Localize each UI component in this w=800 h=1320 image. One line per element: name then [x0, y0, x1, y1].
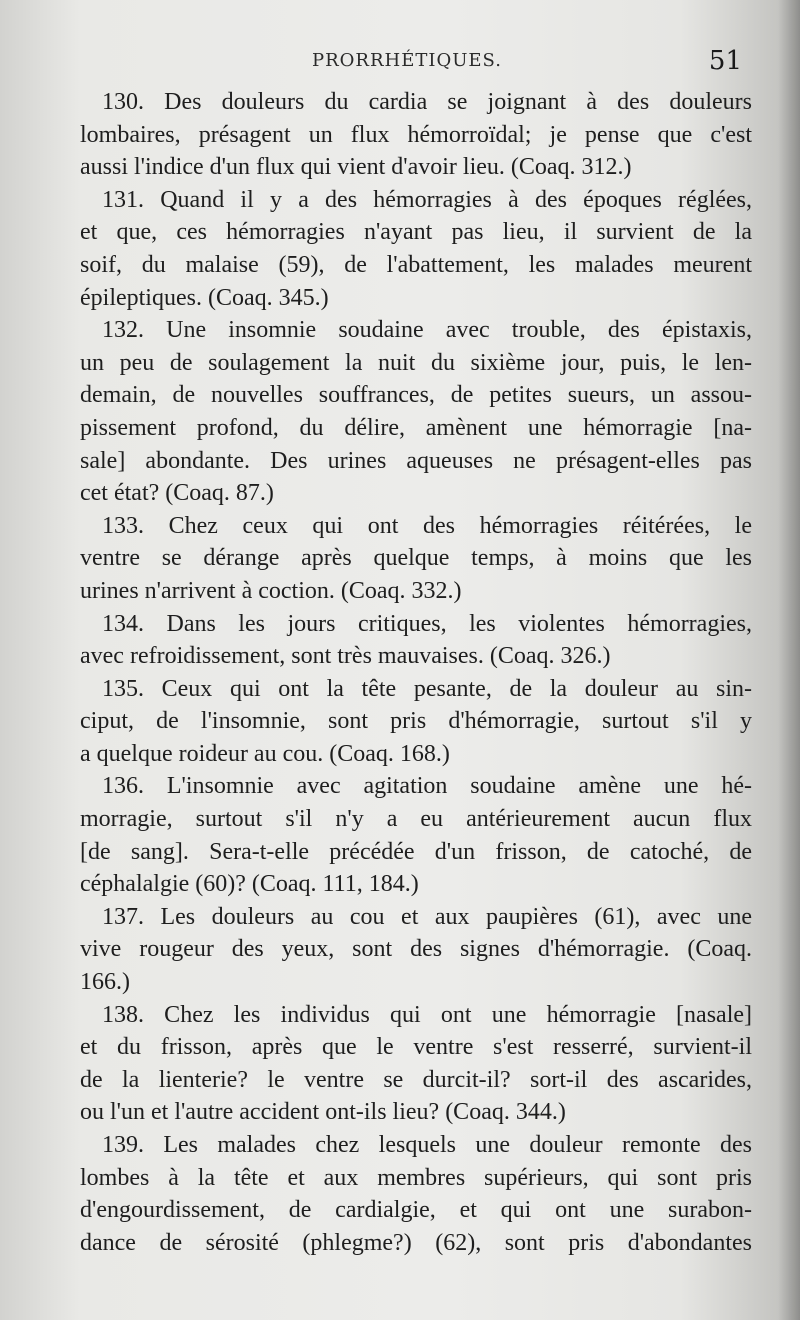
text-line: et du frisson, après que le ventre s'est resserré, survient-il	[80, 1034, 752, 1061]
text-line: 166.)	[80, 969, 130, 996]
text-line: épileptiques. (Coaq. 345.)	[80, 284, 329, 311]
text-line: a quelque roideur au cou. (Coaq. 168.)	[80, 740, 450, 767]
text-line: 131. Quand il y a des hémorragies à des époques réglées,	[102, 186, 752, 213]
text-line: céphalalgie (60)? (Coaq. 111, 184.)	[80, 871, 419, 898]
text-line: ventre se dérange après quelque temps, à moins que les	[80, 545, 752, 572]
text-line: ciput, de l'insomnie, sont pris d'hémorragie, surtout s'il y	[80, 708, 752, 735]
text-line: ou l'un et l'autre accident ont-ils lieu? (Coaq. 344.)	[80, 1099, 566, 1126]
text-line: [de sang]. Sera-t-elle précédée d'un frisson, de catoché, de	[80, 838, 752, 865]
text-line: pissement profond, du délire, amènent une hémorragie [na-	[80, 414, 752, 441]
running-title: PRORRHÉTIQUES.	[312, 50, 502, 71]
body-text	[80, 86, 752, 1286]
text-line: demain, de nouvelles souffrances, de petites sueurs, un assou-	[80, 382, 752, 409]
text-line: 137. Les douleurs au cou et aux paupières (61), avec une	[102, 903, 752, 930]
text-line: avec refroidissement, sont très mauvaises. (Coaq. 326.)	[80, 643, 611, 670]
text-line: cet état? (Coaq. 87.)	[80, 480, 274, 507]
text-line: un peu de soulagement la nuit du sixième jour, puis, le len-	[80, 349, 752, 376]
page-header	[82, 46, 742, 78]
text-line: 130. Des douleurs du cardia se joignant à des douleurs	[102, 89, 752, 115]
text-line: 135. Ceux qui ont la tête pesante, de la douleur au sin-	[102, 675, 752, 702]
text-line: 132. Une insomnie soudaine avec trouble, des épistaxis,	[102, 317, 752, 344]
text-line: morragie, surtout s'il n'y a eu antérieurement aucun flux	[80, 806, 752, 833]
text-line: lombes à la tête et aux membres supérieurs, qui sont pris	[80, 1164, 752, 1191]
text-line: d'engourdissement, de cardialgie, et qui ont une surabon-	[80, 1197, 752, 1224]
text-line: dance de sérosité (phlegme?) (62), sont pris d'abondantes	[80, 1229, 752, 1256]
text-line: sale] abondante. Des urines aqueuses ne présagent-elles pas	[80, 447, 752, 474]
text-line: de la lienterie? le ventre se durcit-il? sort-il des ascarides,	[80, 1066, 752, 1093]
page-number: 51	[708, 46, 742, 76]
text-line: urines n'arrivent à coction. (Coaq. 332.)	[80, 577, 462, 604]
text-line: 136. L'insomnie avec agitation soudaine amène une hé-	[102, 773, 752, 800]
text-line: 134. Dans les jours critiques, les violentes hémorragies,	[102, 610, 752, 637]
text-line: 138. Chez les individus qui ont une hémorragie [nasale]	[102, 1001, 752, 1028]
text-line: 139. Les malades chez lesquels une douleur remonte des	[102, 1132, 752, 1158]
text-line: soif, du malaise (59), de l'abattement, les malades meurent	[80, 251, 752, 278]
text-line: 133. Chez ceux qui ont des hémorragies réitérées, le	[102, 512, 752, 539]
text-line: lombaires, présagent un flux hémorroïdal; je pense que c'est	[80, 121, 752, 148]
text-line: vive rougeur des yeux, sont des signes d'hémorragie. (Coaq.	[80, 936, 752, 963]
text-line: et que, ces hémorragies n'ayant pas lieu, il survient de la	[80, 219, 752, 246]
text-line: aussi l'indice d'un flux qui vient d'avoir lieu. (Coaq. 312.)	[80, 154, 632, 181]
